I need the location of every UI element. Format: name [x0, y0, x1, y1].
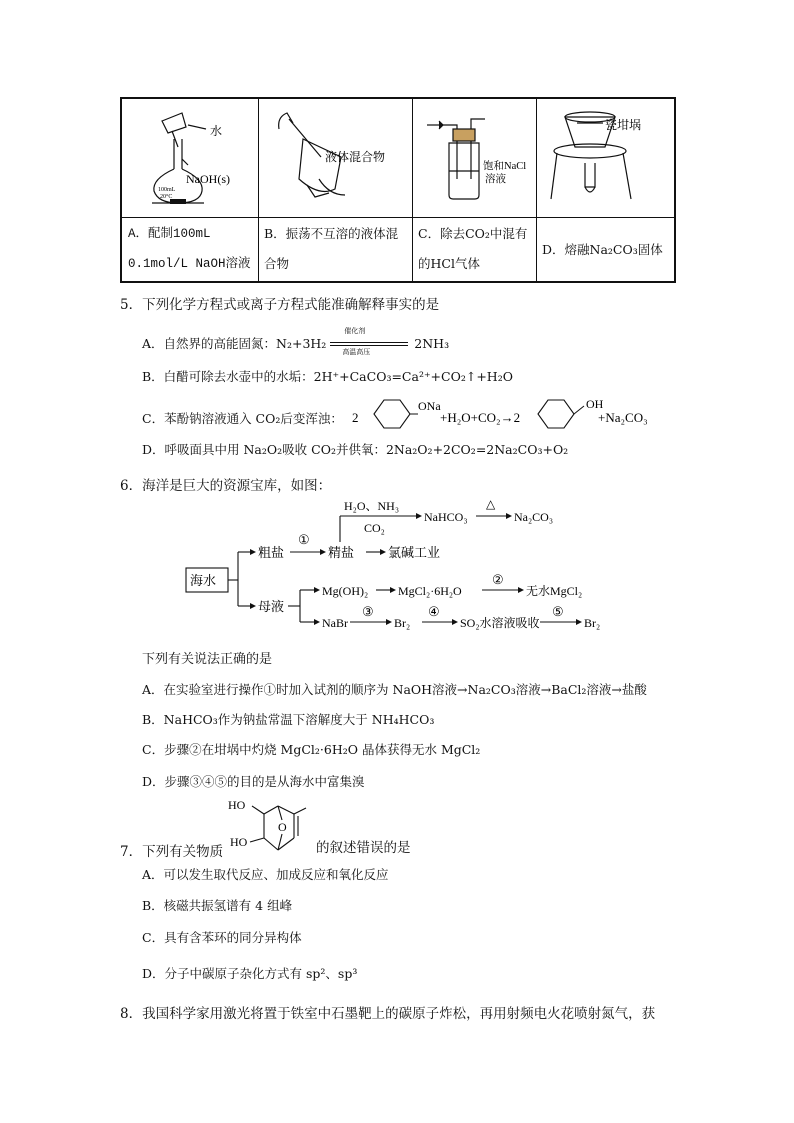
q6-sub-stem: 下列有关说法正确的是: [142, 652, 273, 667]
caption-d: D．熔融Na₂CO₃固体: [542, 242, 663, 257]
question-7-stem-post: 的叙述错误的是: [316, 840, 411, 856]
svg-text:MgCl₂·6H₂O: MgCl₂·6H₂O: [398, 584, 462, 598]
reaction-arrow: [330, 342, 408, 343]
svg-text:母液: 母液: [258, 599, 285, 614]
question-7-stem-pre: 7．下列有关物质: [120, 844, 224, 860]
svg-text:⑤: ⑤: [552, 604, 564, 619]
svg-text:Br₂: Br₂: [584, 616, 601, 630]
svg-text:CO₂: CO₂: [364, 521, 385, 535]
q7-option-c: C．具有含苯环的同分异构体: [142, 930, 302, 945]
q7-option-a: A．可以发生取代反应、加成反应和氧化反应: [142, 867, 389, 882]
svg-text:粗盐: 粗盐: [258, 545, 285, 560]
bicyclic-structure-figure: [226, 796, 318, 860]
svg-text:②: ②: [492, 572, 504, 587]
q6-option-a: A．在实验室进行操作①时加入试剂的顺序为 NaOH溶液→Na₂CO₃溶液→BaCl₂溶液→盐酸: [142, 682, 647, 697]
svg-text:+Na₂CO₃: +Na₂CO₃: [598, 410, 648, 425]
svg-text:Na₂CO₃: Na₂CO₃: [514, 510, 554, 524]
svg-text:NaOH(s): NaOH(s): [186, 172, 230, 186]
svg-text:③: ③: [362, 604, 374, 619]
svg-text:①: ①: [298, 532, 310, 547]
svg-text:△: △: [486, 497, 496, 511]
caption-a: A．配制100mL 0.1mol/L NaOH溶液: [128, 227, 251, 271]
svg-text:海水: 海水: [190, 573, 217, 588]
question-8-stem: 8．我国科学家用激光将置于铁室中石墨靶上的碳原子炸松，再用射频电火花喷射氮气，获: [120, 1006, 656, 1022]
svg-text:精盐: 精盐: [328, 545, 355, 560]
q5-option-c: C．苯酚钠溶液通入 CO₂后变浑浊：: [142, 411, 343, 426]
q6-option-b: B．NaHCO₃作为钠盐常温下溶解度大于 NH₄HCO₃: [142, 712, 435, 727]
separatory-funnel-figure: [259, 99, 412, 217]
q5-option-b: B．白醋可除去水壶中的水垢：2H⁺+CaCO₃=Ca²⁺+CO₂↑+H₂O: [142, 369, 513, 384]
svg-text:Br₂: Br₂: [394, 616, 411, 630]
svg-text:ONa: ONa: [418, 399, 441, 413]
svg-text:液体混合物: 液体混合物: [325, 150, 386, 164]
svg-text:溶液: 溶液: [485, 174, 506, 185]
svg-text:HO: HO: [228, 798, 246, 812]
caption-c: C．除去CO₂中混有 的HCl气体: [418, 226, 528, 271]
svg-text:O: O: [278, 820, 287, 834]
svg-text:NaHCO₃: NaHCO₃: [424, 510, 468, 524]
svg-text:20°C: 20°C: [160, 194, 173, 200]
q6-option-d: D．步骤③④⑤的目的是从海水中富集溴: [142, 774, 365, 789]
apparatus-table: [120, 97, 676, 283]
svg-text:OH: OH: [586, 397, 604, 411]
crucible-figure: [537, 99, 676, 217]
svg-text:+H₂O+CO₂→2: +H₂O+CO₂→2: [440, 410, 521, 425]
beaker-shape: [162, 113, 186, 133]
question-5-stem: 5．下列化学方程式或离子方程式能准确解释事实的是: [120, 297, 440, 313]
svg-text:无水MgCl₂: 无水MgCl₂: [526, 584, 583, 598]
caption-b: B．振荡不互溶的液体混 合物: [264, 226, 399, 271]
svg-text:2: 2: [352, 410, 359, 425]
svg-text:饱和NaCl: 饱和NaCl: [483, 161, 527, 172]
table-divider: [122, 217, 674, 218]
q5-option-d: D．呼吸面具中用 Na₂O₂吸收 CO₂并供氧：2Na₂O₂+2CO₂=2Na₂CO₃+O₂: [142, 442, 569, 457]
svg-text:瓷坩埚: 瓷坩埚: [605, 118, 642, 132]
phenoxide-reaction-figure: [352, 392, 682, 436]
svg-text:HO: HO: [230, 835, 248, 849]
gas-washing-bottle-figure: [413, 99, 536, 217]
svg-text:④: ④: [428, 604, 440, 619]
q7-option-d: D．分子中碳原子杂化方式有 sp²、sp³: [142, 966, 358, 981]
svg-text:Mg(OH)₂: Mg(OH)₂: [322, 584, 369, 598]
q7-option-b: B．核磁共振氢谱有 4 组峰: [142, 898, 293, 913]
seawater-flowchart: [180, 490, 620, 640]
question-6-stem: 6．海洋是巨大的资源宝库，如图：: [120, 478, 332, 494]
svg-text:氯碱工业: 氯碱工业: [388, 545, 441, 560]
volumetric-flask-figure: [122, 99, 258, 217]
svg-text:100mL: 100mL: [158, 187, 176, 193]
benzene-ring: [538, 400, 574, 428]
benzene-ring: [374, 400, 410, 428]
label-water: 水: [210, 124, 223, 138]
svg-text:NaBr: NaBr: [322, 616, 348, 630]
svg-text:SO₂水溶液吸收: SO₂水溶液吸收: [460, 616, 540, 630]
svg-text:H₂O、NH₃: H₂O、NH₃: [344, 499, 400, 513]
q6-option-c: C．步骤②在坩埚中灼烧 MgCl₂·6H₂O 晶体获得无水 MgCl₂: [142, 742, 481, 757]
q5-option-a: A．自然界的高能固氮：N₂+3H₂ 催化剂 高温高压 2NH₃: [142, 326, 450, 356]
